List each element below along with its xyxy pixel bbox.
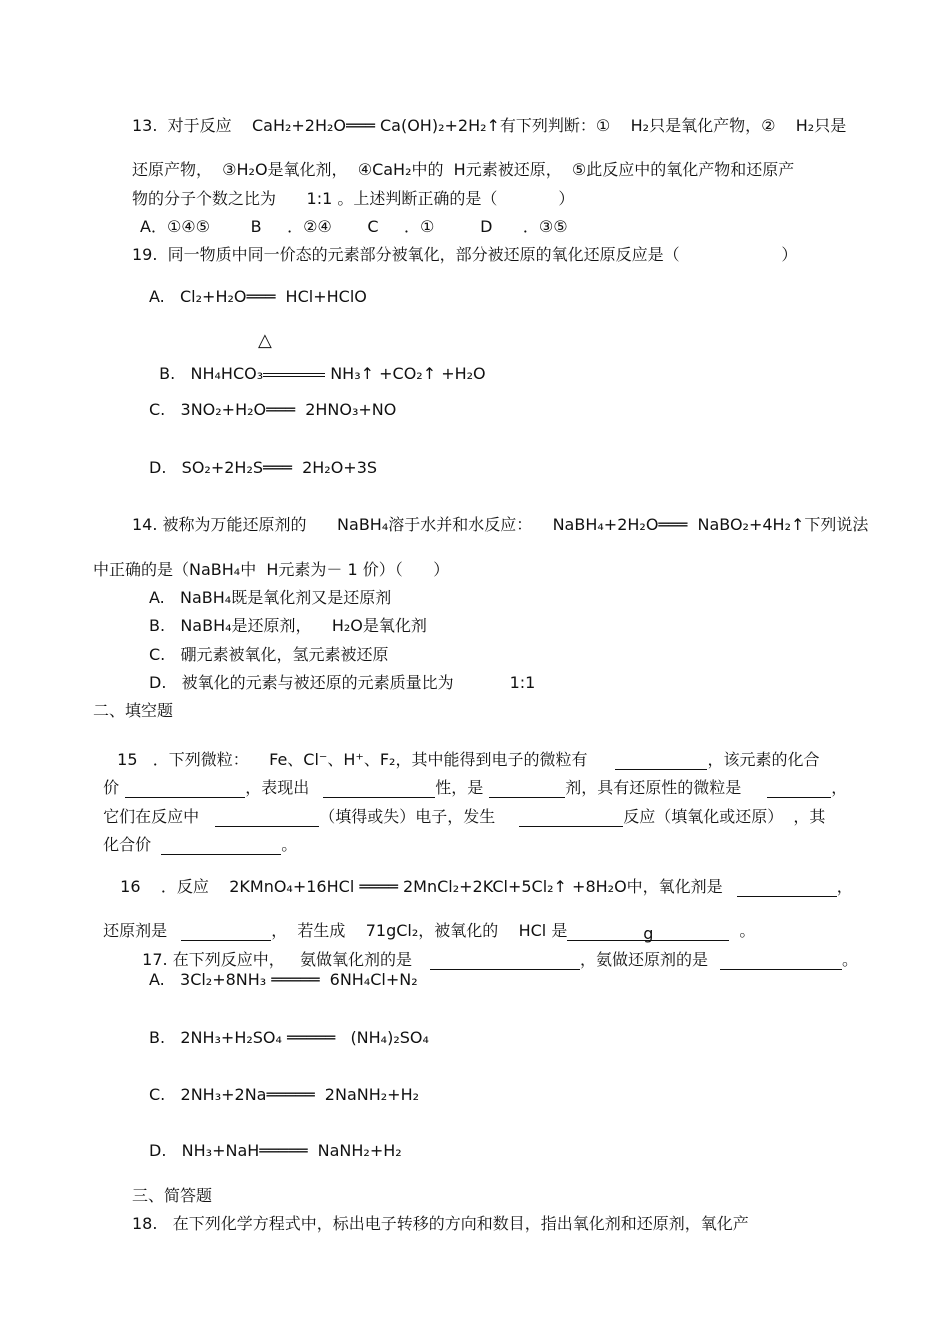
q19-option-d: D. SO₂+2H₂S═══ 2H₂O+3S bbox=[149, 458, 378, 477]
q15-text: 。 bbox=[281, 835, 298, 854]
q16-line-1 bbox=[110, 857, 853, 897]
q19-option-a: A. Cl₂+H₂O═══ HCl+HClO bbox=[149, 287, 367, 306]
answer-blank[interactable] bbox=[519, 810, 623, 827]
q15-text: （填得或失）电子，发生 bbox=[319, 807, 496, 826]
q19-stem: 19. 同一物质中同一价态的元素部分被氧化，部分被还原的氧化还原反应是（ ） bbox=[132, 245, 798, 264]
q15-text: ，该元素的化合 bbox=[707, 750, 820, 769]
q14-option-d: D. 被氧化的元素与被还原的元素质量比为 1:1 bbox=[149, 673, 536, 692]
q14-line-1: 14. 被称为万能还原剂的 NaBH₄溶于水并和水反应： NaBH₄+2H₂O═══ NaBO₂+4H₂↑下列说法 bbox=[132, 515, 869, 534]
q16-text: ， 若生成 71gCl₂，被氧化的 HCl 是 bbox=[271, 921, 568, 940]
q15-text: 它们在反应中 bbox=[103, 807, 200, 826]
q15-text: 化合价 bbox=[103, 835, 152, 854]
q16-text: 16 ．反应 2KMnO₄+16HCl ════ 2MnCl₂+2KCl+5Cl₂↑ +8H₂O中，氧化剂是 bbox=[120, 877, 723, 896]
q17-option-d: D. NH₃+NaH═════ NaNH₂+H₂ bbox=[149, 1141, 402, 1160]
q15-text: ，表现出 bbox=[245, 778, 310, 797]
q15-line-4 bbox=[93, 815, 297, 855]
q13-options: A．①④⑤ B ．②④ C ．① D ．③⑤ bbox=[140, 217, 568, 236]
unit-label: g bbox=[643, 924, 654, 943]
q17-option-a: A. 3Cl₂+8NH₃ ═════ 6NH₄Cl+N₂ bbox=[149, 970, 418, 989]
q19-option-b-reactant: B. NH₄HCO₃ bbox=[159, 364, 264, 383]
section-short-answer-heading: 三、简答题 bbox=[132, 1186, 213, 1205]
q16-text: 。 bbox=[739, 921, 756, 940]
q15-text: 反应（填氧化或还原） ，其 bbox=[623, 807, 826, 826]
q13-line-3: 物的分子个数之比为 1:1 。上述判断正确的是（ ） bbox=[132, 189, 575, 208]
q19-option-b bbox=[149, 344, 486, 384]
q17-option-c: C. 2NH₃+2Na═════ 2NaNH₂+H₂ bbox=[149, 1085, 420, 1104]
q18-stem: 18. 在下列化学方程式中，标出电子转移的方向和数目，指出氧化剂和还原剂，氧化产 bbox=[132, 1214, 749, 1233]
q14-option-a: A. NaBH₄既是氧化剂又是还原剂 bbox=[149, 588, 392, 607]
q15-text: 剂，具有还原性的微粒是 bbox=[565, 778, 742, 797]
answer-blank[interactable] bbox=[430, 953, 580, 970]
q14-option-b: B. NaBH₄是还原剂， H₂O是氧化剂 bbox=[149, 616, 427, 635]
q14-option-c: C. 硼元素被氧化，氢元素被还原 bbox=[149, 645, 389, 664]
q17-text: ，氨做还原剂的是 bbox=[579, 950, 708, 969]
section-fill-in-heading: 二、填空题 bbox=[93, 701, 174, 720]
q17-text: 17. 在下列反应中， 氨做氧化剂的是 bbox=[142, 950, 412, 969]
q17-stem bbox=[132, 930, 858, 970]
q15-text: 性，是 bbox=[435, 778, 484, 797]
q16-text: ， bbox=[836, 877, 853, 896]
answer-blank[interactable] bbox=[720, 953, 842, 970]
answer-blank[interactable] bbox=[737, 880, 837, 897]
answer-blank[interactable] bbox=[161, 838, 281, 855]
q15-text: 价 bbox=[103, 778, 120, 797]
q13-line-1: 13. 对于反应 CaH₂+2H₂O═══ Ca(OH)₂+2H₂↑有下列判断：① H₂只是氧化产物，② H₂只是 bbox=[132, 116, 847, 135]
q16-text: 还原剂是 bbox=[103, 921, 168, 940]
q17-option-b: B. 2NH₃+H₂SO₄ ═════ (NH₄)₂SO₄ bbox=[149, 1028, 429, 1047]
q17-text: 。 bbox=[841, 950, 858, 969]
q19-option-b-product: NH₃↑ +CO₂↑ +H₂O bbox=[325, 364, 486, 383]
q13-line-2: 还原产物， ③H₂O是氧化剂， ④CaH₂中的 H元素被还原， ⑤此反应中的氧化产物和还原产 bbox=[132, 160, 795, 179]
q15-text: 15 ．下列微粒： Fe、Cl⁻、H⁺、F₂，其中能得到电子的微粒有 bbox=[117, 750, 588, 769]
equals-sign bbox=[263, 373, 325, 377]
q14-line-2: 中正确的是（NaBH₄中 H元素为－ 1 价）（ ） bbox=[93, 560, 450, 579]
heat-condition-symbol: △ bbox=[258, 330, 272, 351]
q19-option-c: C. 3NO₂+H₂O═══ 2HNO₃+NO bbox=[149, 400, 397, 419]
q15-text: ， bbox=[831, 778, 848, 797]
